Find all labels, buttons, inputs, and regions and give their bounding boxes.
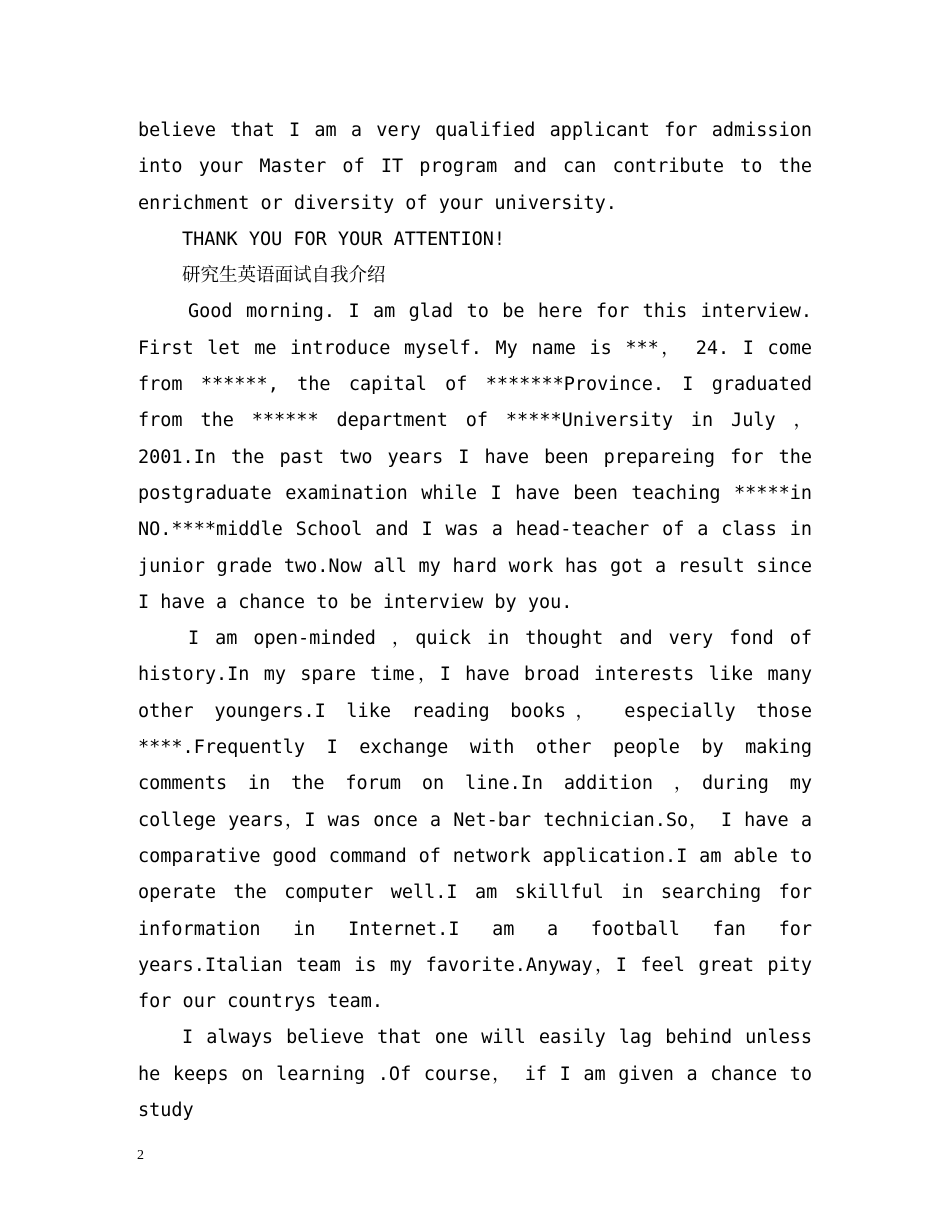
paragraph-thank-you: THANK YOU FOR YOUR ATTENTION! [182, 228, 506, 250]
page-number: 2 [137, 1148, 144, 1163]
body-text [138, 113, 812, 1129]
paragraph-intro: Good morning. I am glad to be here for this interview. First let me introduce myself. My name is ***， 24. I come from ******, the capital of *******Province. I graduated from the ****** department of *****University in July ，2001.In the past two years I have been prepareing for the postgraduate examination while I have been teaching *****in NO.****middle School and I was a head-teacher of a class in junior grade two.Now all my hard work has got a result since I have a chance to be interview by you. [138, 301, 812, 613]
paragraph-learning: I always believe that one will easily lag behind unless he keeps on learning .Of course， if I am given a chance to study [138, 1027, 812, 1122]
section-title: 研究生英语面试自我介绍 [182, 265, 386, 287]
paragraph-interests: I am open-minded ，quick in thought and very fond of history.In my spare time，I have broad interests like many other youngers.I like reading books， especially those ****.Frequently I exchange with other people by making comments in the forum on line.In addition ，during my college years，I was once a Net-bar technician.So， I have a comparative good command of network application.I am able to operate the computer well.I am skillful in searching for information in Internet.I am a football fan for years.Italian team is my favorite.Anyway，I feel great pity for our countrys team. [138, 628, 812, 1013]
paragraph-closing-statement: believe that I am a very qualified applicant for admission into your Master of IT program and can contribute to the enrichment or diversity of your university. [138, 120, 812, 214]
